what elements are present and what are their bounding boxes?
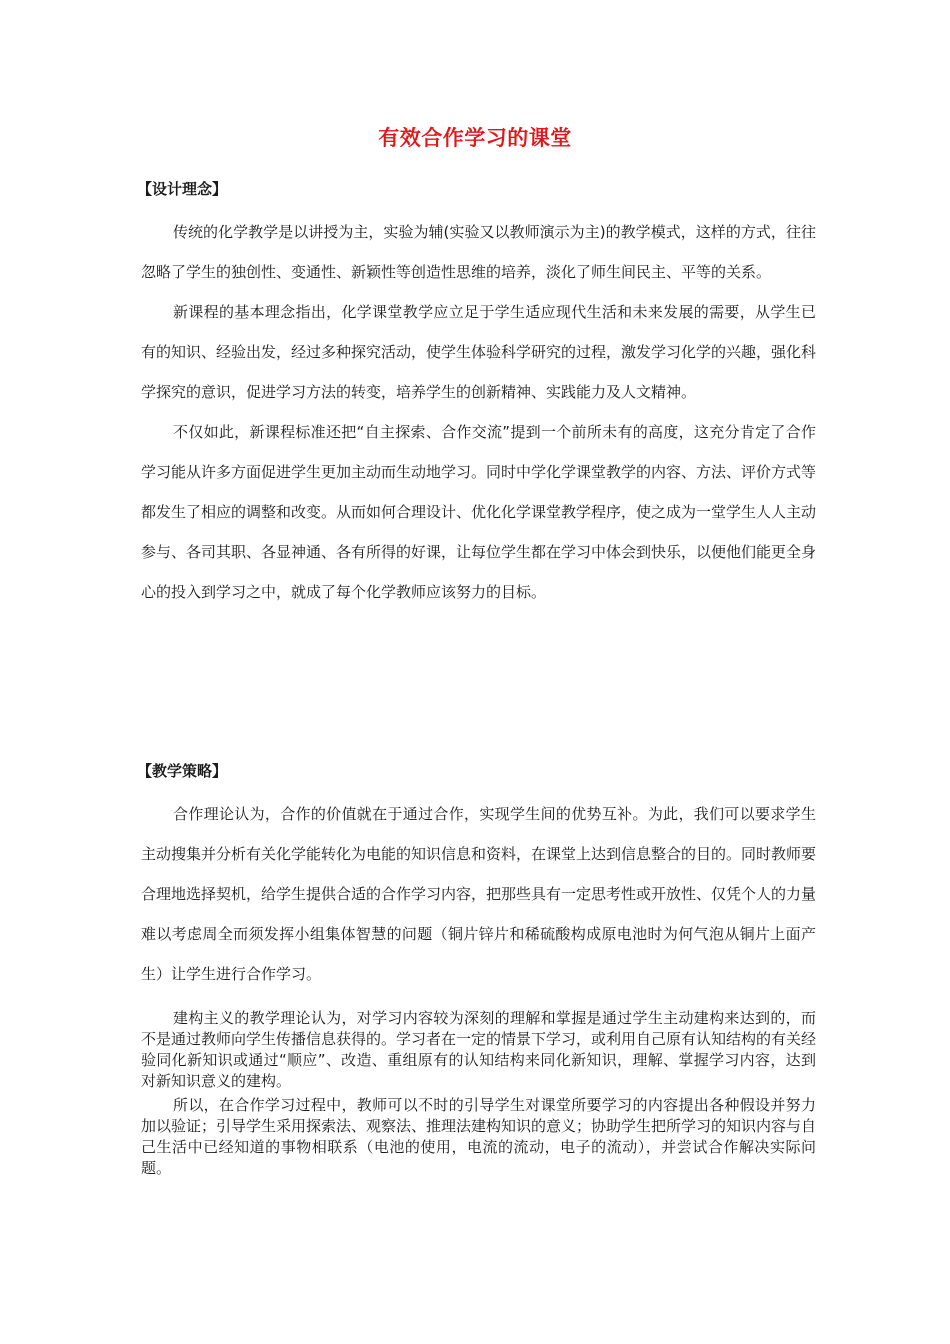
- section-heading: 【设计理念】: [137, 180, 228, 198]
- paragraph: 新课程的基本理念指出，化学课堂教学应立足于学生适应现代生活和未来发展的需要，从学生已有的知识、经验出发，经过多种探究活动，使学生体验科学研究的过程，激发学习化学的兴趣，强化科学探究的意识，促进学习方法的转变，培养学生的创新精神、实践能力及人文精神。: [141, 303, 817, 401]
- section-teaching-strategy: [137, 760, 817, 1179]
- paragraph: 传统的化学教学是以讲授为主，实验为辅(实验又以教师演示为主)的教学模式，这样的方式，往往忽略了学生的独创性、变通性、新颖性等创造性思维的培养，淡化了师生间民主、平等的关系。: [141, 223, 816, 281]
- paragraph: 所以，在合作学习过程中，教师可以不时的引导学生对课堂所要学习的内容提出各种假设并努力加以验证；引导学生采用探索法、观察法、推理法建构知识的意义；协助学生把所学习的知识内容与自己生活中已经知道的事物相联系（电池的使用，电流的流动，电子的流动），并尝试合作解决实际问题。: [141, 1096, 817, 1177]
- paragraph: 合作理论认为，合作的价值就在于通过合作，实现学生间的优势互补。为此，我们可以要求学生主动搜集并分析有关化学能转化为电能的知识信息和资料，在课堂上达到信息整合的目的。同时教师要合理地选择契机，给学生提供合适的合作学习内容，把那些具有一定思考性或开放性、仅凭个人的力量难以考虑周全而须发挥小组集体智慧的问题（铜片锌片和稀硫酸构成原电池时为何气泡从铜片上面产生）让学生进行合作学习。: [141, 805, 817, 983]
- paragraph: 建构主义的教学理论认为，对学习内容较为深刻的理解和掌握是通过学生主动建构来达到的，而不是通过教师向学生传播信息获得的。学习者在一定的情景下学习，或利用自己原有认知结构的有关经验同化新知识或通过“顺应”、改造、重组原有的认知结构来同化新知识，理解、掌握学习内容，达到对新知识意义的建构。: [141, 1009, 817, 1090]
- section-heading: 【教学策略】: [137, 762, 228, 780]
- section-design-concept: [137, 178, 817, 612]
- paragraph: 不仅如此，新课程标准还把“自主探索、合作交流”提到一个前所未有的高度，这充分肯定了合作学习能从许多方面促进学生更加主动而生动地学习。同时中学化学课堂教学的内容、方法、评价方式等都发生了相应的调整和改变。从而如何合理设计、优化化学课堂教学程序，使之成为一堂学生人人主动参与、各司其职、各显神通、各有所得的好课，让每位学生都在学习中体会到快乐，以便他们能更全身心的投入到学习之中，就成了每个化学教师应该努力的目标。: [141, 423, 817, 601]
- document-title: 有效合作学习的课堂: [378, 126, 572, 150]
